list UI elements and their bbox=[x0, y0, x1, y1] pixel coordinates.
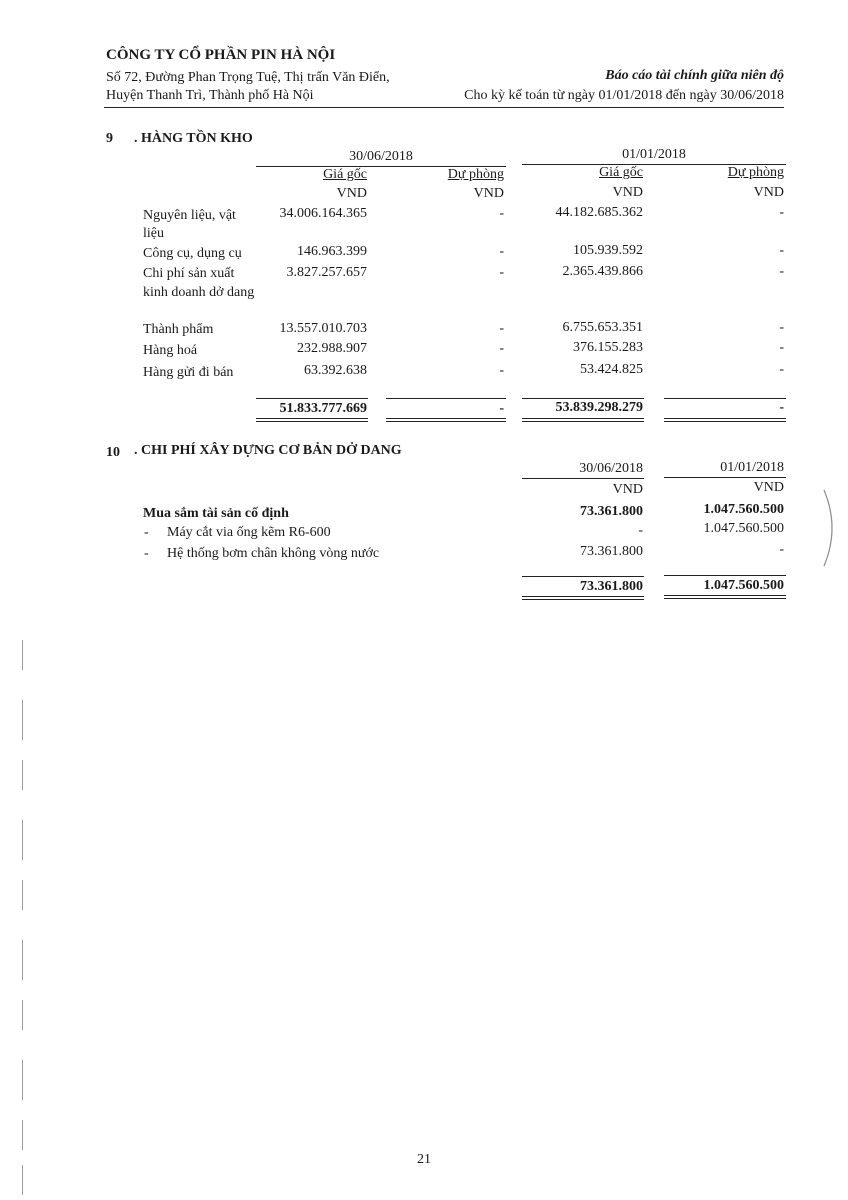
cost-cell: 63.392.638 bbox=[304, 363, 367, 378]
section10-total-2: 1.047.560.500 bbox=[703, 578, 784, 593]
section10-total-double-rule bbox=[522, 596, 644, 600]
cost-cell: 6.755.653.351 bbox=[562, 320, 643, 335]
row-label-cont: liệu bbox=[143, 226, 164, 241]
section10-title: . CHI PHÍ XÂY DỰNG CƠ BẢN DỞ DANG bbox=[134, 443, 402, 458]
row-label-cont: kinh doanh dở dang bbox=[143, 285, 255, 300]
item-value-1: - bbox=[638, 523, 643, 538]
provision-cell: - bbox=[499, 265, 504, 280]
cost-cell: 376.155.283 bbox=[573, 340, 643, 355]
cost-cell: 105.939.592 bbox=[573, 243, 643, 258]
item-value-2: - bbox=[779, 542, 784, 557]
section10-col1: 30/06/2018 bbox=[579, 461, 643, 476]
header-rule bbox=[104, 107, 784, 108]
company-address-line1: Số 72, Đường Phan Trọng Tuệ, Thị trấn Văn Điển, bbox=[106, 70, 390, 85]
cost-cell: 53.424.825 bbox=[580, 362, 643, 377]
report-period: Cho kỳ kế toán từ ngày 01/01/2018 đến ngày 30/06/2018 bbox=[464, 88, 784, 103]
section10-total-rule-top bbox=[664, 575, 786, 576]
row-label: Hàng gửi đi bán bbox=[143, 365, 234, 380]
scan-mark bbox=[22, 640, 23, 670]
total-rule-top bbox=[522, 398, 644, 399]
row-label: Chi phí sản xuất bbox=[143, 266, 235, 281]
item-value-1: 73.361.800 bbox=[580, 544, 643, 559]
section10-number: 10 bbox=[106, 445, 120, 460]
currency-2: VND bbox=[473, 186, 504, 201]
row-label: Công cụ, dụng cụ bbox=[143, 246, 242, 261]
section9-period2: 01/01/2018 bbox=[622, 147, 686, 162]
total-double-rule bbox=[256, 418, 368, 422]
cost-cell: 3.827.257.657 bbox=[286, 265, 367, 280]
item-label: Hệ thống bơm chân không vòng nước bbox=[167, 546, 380, 561]
col-cost-2: Giá gốc bbox=[599, 165, 643, 180]
section10-col2: 01/01/2018 bbox=[720, 460, 784, 475]
scan-mark bbox=[22, 1165, 23, 1195]
cost-cell: 146.963.399 bbox=[297, 244, 367, 259]
scan-bracket-mark bbox=[820, 488, 844, 568]
col2-rule bbox=[664, 477, 786, 478]
cost-cell: 232.988.907 bbox=[297, 341, 367, 356]
section9-title: . HÀNG TỒN KHO bbox=[134, 131, 253, 146]
scan-mark bbox=[22, 1000, 23, 1030]
page-number: 21 bbox=[417, 1152, 431, 1167]
total-double-rule bbox=[664, 418, 786, 422]
provision-cell: - bbox=[499, 341, 504, 356]
provision-cell: - bbox=[779, 340, 784, 355]
section10-currency-1: VND bbox=[612, 482, 643, 497]
provision-cell: - bbox=[499, 244, 504, 259]
provision-cell: - bbox=[779, 243, 784, 258]
cost-cell: 34.006.164.365 bbox=[279, 206, 367, 221]
group-label: Mua sắm tài sản cố định bbox=[143, 506, 289, 521]
provision-cell: - bbox=[779, 205, 784, 220]
section10-total-rule-top bbox=[522, 576, 644, 577]
section9-number: 9 bbox=[106, 131, 113, 146]
scan-mark bbox=[22, 820, 23, 860]
item-bullet: - bbox=[144, 546, 149, 561]
cost-cell: 44.182.685.362 bbox=[555, 205, 643, 220]
row-label: Thành phẩm bbox=[143, 322, 214, 337]
provision-cell: - bbox=[499, 206, 504, 221]
currency-4: VND bbox=[753, 185, 784, 200]
col-provision-1: Dự phòng bbox=[447, 167, 504, 182]
total-double-rule bbox=[386, 418, 506, 422]
currency-1: VND bbox=[336, 186, 367, 201]
scan-mark bbox=[22, 880, 23, 910]
report-title: Báo cáo tài chính giữa niên độ bbox=[605, 68, 784, 83]
item-value-2: 1.047.560.500 bbox=[703, 521, 784, 536]
row-label: Nguyên liệu, vật bbox=[143, 208, 236, 223]
cost-cell: 13.557.010.703 bbox=[279, 321, 367, 336]
total-double-rule bbox=[522, 418, 644, 422]
company-address-line2: Huyện Thanh Trì, Thành phố Hà Nội bbox=[106, 88, 314, 103]
total-rule-top bbox=[256, 398, 368, 399]
company-name: CÔNG TY CỔ PHẦN PIN HÀ NỘI bbox=[106, 47, 336, 63]
scan-mark bbox=[22, 1120, 23, 1150]
col1-rule bbox=[522, 478, 644, 479]
group-value-1: 73.361.800 bbox=[580, 504, 643, 519]
provision-cell: - bbox=[499, 321, 504, 336]
provision-cell: - bbox=[779, 264, 784, 279]
section10-total-double-rule bbox=[664, 595, 786, 599]
scan-mark bbox=[22, 940, 23, 980]
provision-cell: - bbox=[779, 320, 784, 335]
col-provision-2: Dự phòng bbox=[727, 165, 784, 180]
provision-cell: - bbox=[499, 363, 504, 378]
total-rule-top bbox=[386, 398, 506, 399]
total-cost-1: 51.833.777.669 bbox=[279, 401, 367, 416]
provision-cell: - bbox=[779, 362, 784, 377]
total-provision-2: - bbox=[779, 400, 784, 415]
scan-mark bbox=[22, 1060, 23, 1100]
group-value-2: 1.047.560.500 bbox=[703, 502, 784, 517]
section10-currency-2: VND bbox=[753, 480, 784, 495]
total-provision-1: - bbox=[499, 401, 504, 416]
scan-mark bbox=[22, 700, 23, 740]
col-cost-1: Giá gốc bbox=[323, 167, 367, 182]
item-label: Máy cắt via ống kẽm R6-600 bbox=[167, 525, 331, 540]
currency-3: VND bbox=[612, 185, 643, 200]
row-label: Hàng hoá bbox=[143, 343, 198, 358]
scan-mark bbox=[22, 760, 23, 790]
cost-cell: 2.365.439.866 bbox=[562, 264, 643, 279]
section10-total-1: 73.361.800 bbox=[580, 579, 643, 594]
total-rule-top bbox=[664, 398, 786, 399]
total-cost-2: 53.839.298.279 bbox=[555, 400, 643, 415]
section9-period1: 30/06/2018 bbox=[349, 149, 413, 164]
item-bullet: - bbox=[144, 525, 149, 540]
